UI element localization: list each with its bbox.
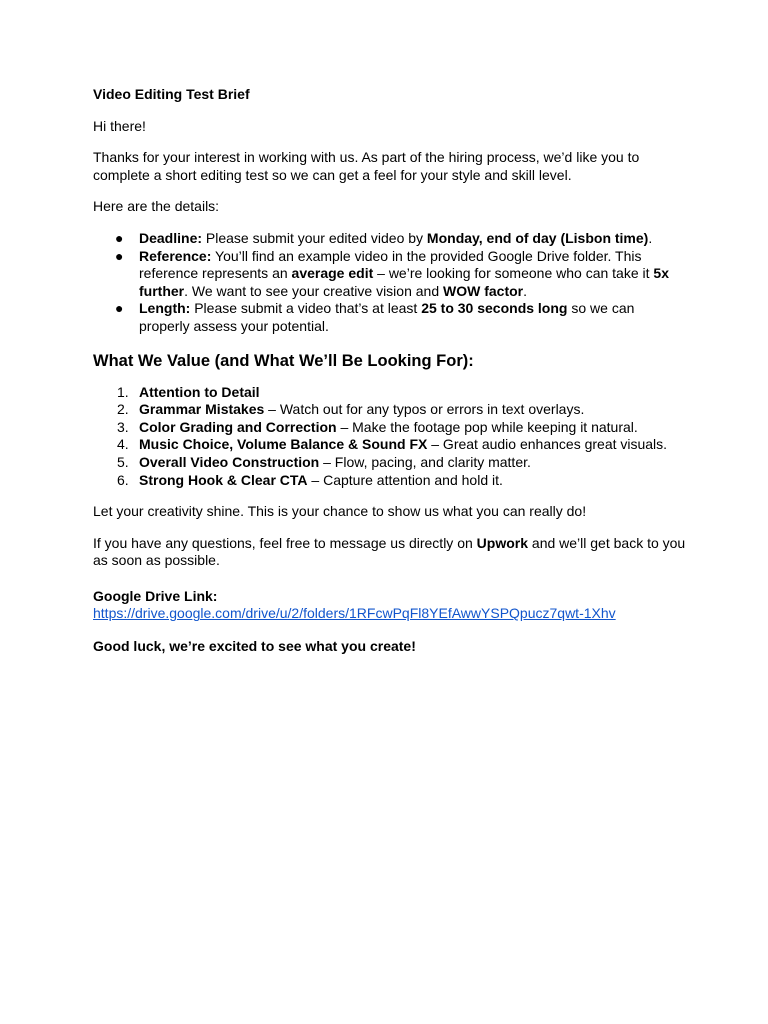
length-label: Length: <box>139 300 191 317</box>
upwork-text: Upwork <box>476 534 529 551</box>
closing-line <box>93 638 688 656</box>
list-number: 2. <box>117 401 129 418</box>
value-desc: – Capture attention and hold it. <box>307 471 503 488</box>
list-item <box>117 401 688 419</box>
document-title: Video Editing Test Brief <box>93 86 250 102</box>
questions-post: and we’ll get back to you as soon as possible. <box>93 534 686 569</box>
drive-label <box>93 588 688 606</box>
list-item <box>117 471 688 490</box>
value-label: Attention to Detail <box>139 383 260 400</box>
deadline-label: Deadline: <box>139 229 203 246</box>
value-label: Color Grading and Correction <box>139 418 337 435</box>
list-item <box>117 418 688 437</box>
value-desc: – Great audio enhances great visuals. <box>427 436 668 453</box>
reference-average-edit: average edit <box>291 265 374 282</box>
length-text-2: so we can properly assess your potential. <box>139 300 635 334</box>
list-number: 1. <box>117 383 129 400</box>
drive-link[interactable]: https://drive.google.com/drive/u/2/folders/1RFcwPqFl8YEfAwwYSPQpucz7qwt-1Xhv <box>93 605 616 622</box>
value-desc: – Make the footage pop while keeping it natural. <box>336 418 638 435</box>
value-label: Overall Video Construction <box>139 453 320 470</box>
reference-end: . <box>523 282 527 299</box>
value-desc: – Flow, pacing, and clarity matter. <box>319 453 531 470</box>
list-number: 6. <box>117 471 129 488</box>
bullet-icon: ● <box>115 229 124 246</box>
list-item-reference <box>115 247 688 301</box>
creativity-paragraph: Let your creativity shine. This is your chance to show us what you can really do! <box>93 503 587 520</box>
value-label: Strong Hook & Clear CTA <box>139 471 308 488</box>
list-item-deadline <box>115 229 688 248</box>
list-item <box>117 453 688 472</box>
section-heading: What We Value (and What We’ll Be Looking For): <box>93 351 474 370</box>
details-lead: Here are the details: <box>93 198 220 215</box>
list-item <box>117 436 688 454</box>
list-item <box>117 383 688 402</box>
deadline-time: Monday, end of day (Lisbon time) <box>426 229 649 246</box>
bullet-icon: ● <box>115 247 124 264</box>
value-label: Grammar Mistakes <box>139 401 265 418</box>
values-list <box>93 384 688 490</box>
questions-pre: If you have any questions, feel free to message us directly on <box>93 534 477 551</box>
drive-link-line <box>93 605 688 623</box>
deadline-text: Please submit your edited video by <box>202 229 427 246</box>
list-number: 4. <box>117 436 129 453</box>
value-desc: – Watch out for any typos or errors in text overlays. <box>264 401 585 418</box>
reference-label: Reference: <box>139 247 212 264</box>
greeting: Hi there! <box>93 117 146 134</box>
reference-text-1: You’ll find an example video in the provided Google Drive folder. This reference represents an <box>139 247 642 282</box>
questions-paragraph <box>93 535 688 570</box>
reference-text-2: – we’re looking for someone who can take it <box>373 265 654 282</box>
intro-paragraph: Thanks for your interest in working with us. As part of the hiring process, we’d like you to complete a short editing test so we can get a feel for your style and skill level. <box>93 149 640 183</box>
list-item-length <box>115 300 688 335</box>
length-duration: 25 to 30 seconds long <box>421 300 568 317</box>
reference-text-3: . We want to see your creative vision and <box>184 282 443 299</box>
list-number: 3. <box>117 418 129 435</box>
reference-wow: WOW factor <box>443 282 524 299</box>
closing-text: Good luck, we’re excited to see what you create! <box>93 638 416 655</box>
deadline-end: . <box>648 229 653 246</box>
drive-label-text: Google Drive Link: <box>93 587 218 604</box>
list-number: 5. <box>117 453 129 470</box>
details-list <box>93 230 688 336</box>
length-text-1: Please submit a video that’s at least <box>190 300 422 317</box>
bullet-icon: ● <box>115 300 124 317</box>
value-label: Music Choice, Volume Balance & Sound FX <box>139 436 428 453</box>
reference-5x: 5x further <box>139 265 669 299</box>
